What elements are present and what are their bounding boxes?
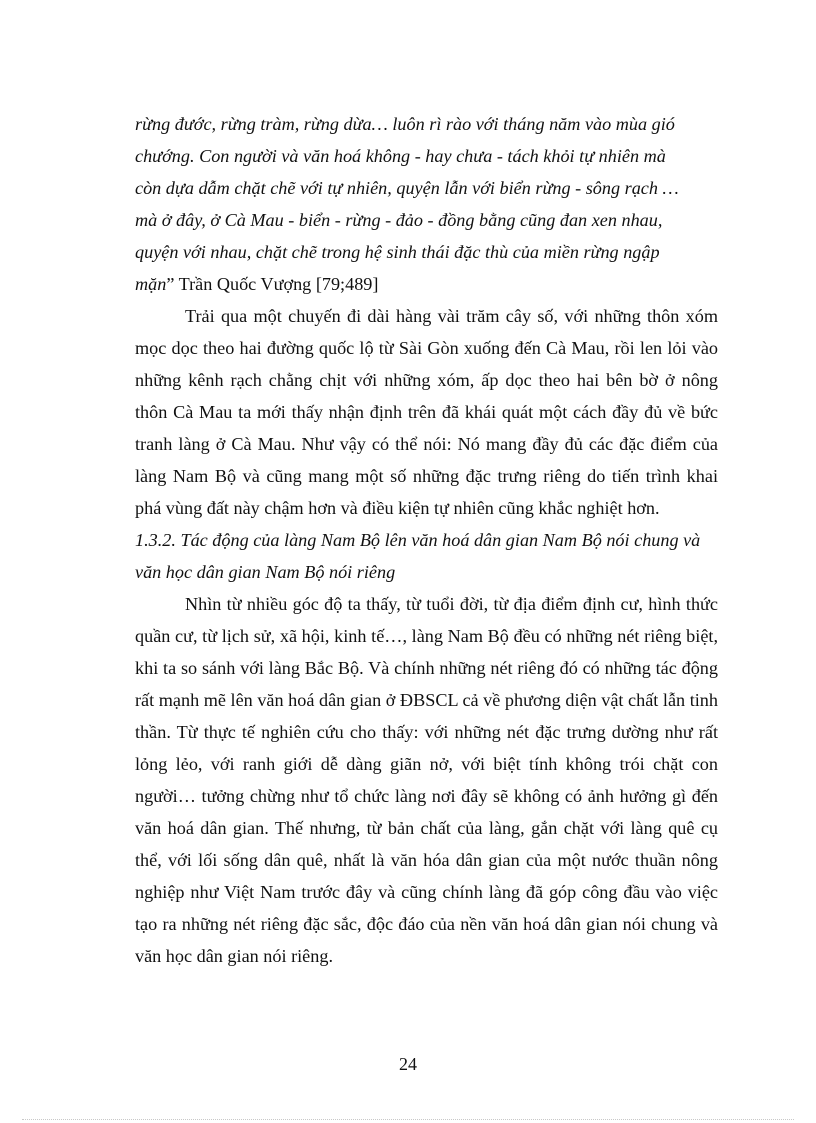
quote-line: còn dựa dẫm chặt chẽ với tự nhiên, quyện lẫn với biển rừng - sông rạch … [135, 178, 679, 198]
section-heading: 1.3.2. Tác động của làng Nam Bộ lên văn hoá dân gian Nam Bộ nói chung và văn học dân gian Nam Bộ nói riêng [135, 530, 701, 582]
quote-line: mà ở đây, ở Cà Mau - biển - rừng - đảo - đồng bằng cũng đan xen nhau, [135, 210, 663, 230]
paragraph-1: Trải qua một chuyến đi dài hàng vài trăm cây số, với những thôn xóm mọc dọc theo hai đường quốc lộ từ Sài Gòn xuống đến Cà Mau, rồi len lỏi vào những kênh rạch chằng chịt với những xóm, ấp dọc theo hai bên bờ ở nông thôn Cà Mau ta mới thấy nhận định trên đã khái quát một cách đầy đủ về bức tranh làng ở Cà Mau. Như vậy có thể nói: Nó mang đầy đủ các đặc điểm của làng Nam Bộ và cũng mang một số những đặc trưng riêng do tiến trình khai phá vùng đất này chậm hơn và điều kiện tự nhiên cũng khắc nghiệt hơn. [135, 306, 718, 518]
page-bottom-divider [22, 1119, 794, 1120]
quote-line: quyện với nhau, chặt chẽ trong hệ sinh thái đặc thù của miền rừng ngập [135, 242, 660, 262]
quote-last-word: mặn [135, 274, 167, 294]
quote-line: chướng. Con người và văn hoá không - hay chưa - tách khỏi tự nhiên mà [135, 146, 666, 166]
page-number: 24 [399, 1054, 417, 1074]
body-text [135, 108, 718, 972]
paragraph-2: Nhìn từ nhiều góc độ ta thấy, từ tuổi đời, từ địa điểm định cư, hình thức quần cư, từ lịch sử, xã hội, kinh tế…, làng Nam Bộ đều có những nét riêng biệt, khi ta so sánh với làng Bắc Bộ. Và chính những nét riêng đó có những tác động rất mạnh mẽ lên văn hoá dân gian ở ĐBSCL cả về phương diện vật chất lẫn tinh thần. Từ thực tế nghiên cứu cho thấy: với những nét đặc trưng dường như rất lỏng lẻo, với ranh giới dễ dàng giãn nở, với biệt tính không trói chặt con người… tưởng chừng như tổ chức làng nơi đây sẽ không có ảnh hưởng gì đến văn hoá dân gian. Thế nhưng, từ bản chất của làng, gắn chặt với làng quê cụ thể, với lối sống dân quê, nhất là văn hóa dân gian của một nước thuần nông nghiệp như Việt Nam trước đây và cũng chính làng đã góp công đầu vào việc tạo ra những nét riêng đặc sắc, độc đáo của nền văn hoá dân gian nói chung và văn học dân gian nói riêng. [135, 594, 718, 966]
quote-ending [135, 268, 718, 300]
quote-line: rừng đước, rừng tràm, rừng dừa… luôn rì rào với tháng năm vào mùa gió [135, 114, 675, 134]
quote-citation: ” Trần Quốc Vượng [79;489] [166, 274, 379, 294]
